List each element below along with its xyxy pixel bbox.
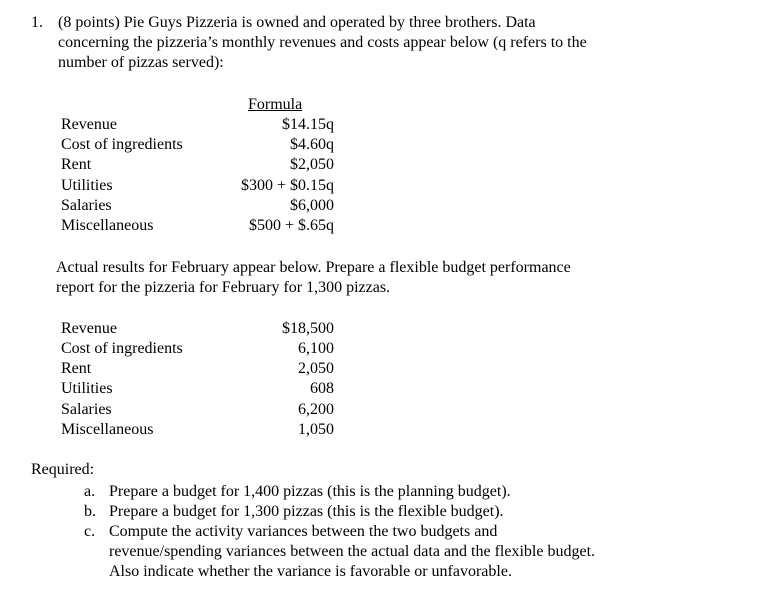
formula-row-value: $4.60q <box>290 136 334 153</box>
formula-row-value: $14.15q <box>282 116 334 133</box>
actual-intro-line: report for the pizzeria for February for 1,300 pizzas. <box>56 279 391 296</box>
actual-row-value: 2,050 <box>298 360 334 377</box>
actual-row-value: $18,500 <box>282 320 334 337</box>
actual-row-label: Miscellaneous <box>61 421 154 438</box>
actual-row-value: 6,200 <box>298 401 334 418</box>
actual-intro-line: Actual results for February appear below. Prepare a flexible budget performance <box>56 259 571 276</box>
formula-row-label: Revenue <box>61 116 117 133</box>
required-item-letter: c. <box>84 523 96 540</box>
formula-row-label: Cost of ingredients <box>61 136 183 153</box>
actual-row-label: Revenue <box>61 320 117 337</box>
actual-row-label: Salaries <box>61 401 112 418</box>
intro-line: number of pizzas served): <box>58 54 224 71</box>
formula-row-label: Utilities <box>61 177 113 194</box>
intro-line: (8 points) Pie Guys Pizzeria is owned and operated by three brothers. Data <box>58 14 536 31</box>
actual-row-label: Cost of ingredients <box>61 340 183 357</box>
formula-header: Formula <box>248 96 303 113</box>
intro-line: concerning the pizzeria’s monthly revenues and costs appear below (q refers to the <box>58 34 587 51</box>
formula-row-value: $2,050 <box>290 156 334 173</box>
question-number: 1. <box>31 14 43 31</box>
formula-row-value: $300 + $0.15q <box>240 177 334 194</box>
required-item-letter: a. <box>84 483 96 500</box>
formula-row-value: $500 + $.65q <box>248 217 334 234</box>
actual-row-value: 608 <box>310 380 334 397</box>
formula-row-label: Rent <box>61 156 92 173</box>
actual-row-value: 6,100 <box>298 340 334 357</box>
actual-intro <box>56 258 571 298</box>
required-item-text: Prepare a budget for 1,300 pizzas (this is the flexible budget). <box>109 503 504 520</box>
required-item-text: revenue/spending variances between the actual data and the flexible budget. <box>109 543 596 560</box>
formula-row-label: Salaries <box>61 197 112 214</box>
actual-row-value: 1,050 <box>298 421 334 438</box>
actual-row-label: Rent <box>61 360 92 377</box>
required-item-text: Also indicate whether the variance is favorable or unfavorable. <box>109 563 512 580</box>
actual-row-label: Utilities <box>61 380 113 397</box>
formula-row-label: Miscellaneous <box>61 217 154 234</box>
question-intro <box>58 13 758 73</box>
formula-row-value: $6,000 <box>290 197 334 214</box>
required-item-text: Compute the activity variances between the two budgets and <box>109 523 498 540</box>
required-item-letter: b. <box>84 503 96 520</box>
required-heading: Required: <box>31 461 95 478</box>
required-item-text: Prepare a budget for 1,400 pizzas (this is the planning budget). <box>109 483 511 500</box>
